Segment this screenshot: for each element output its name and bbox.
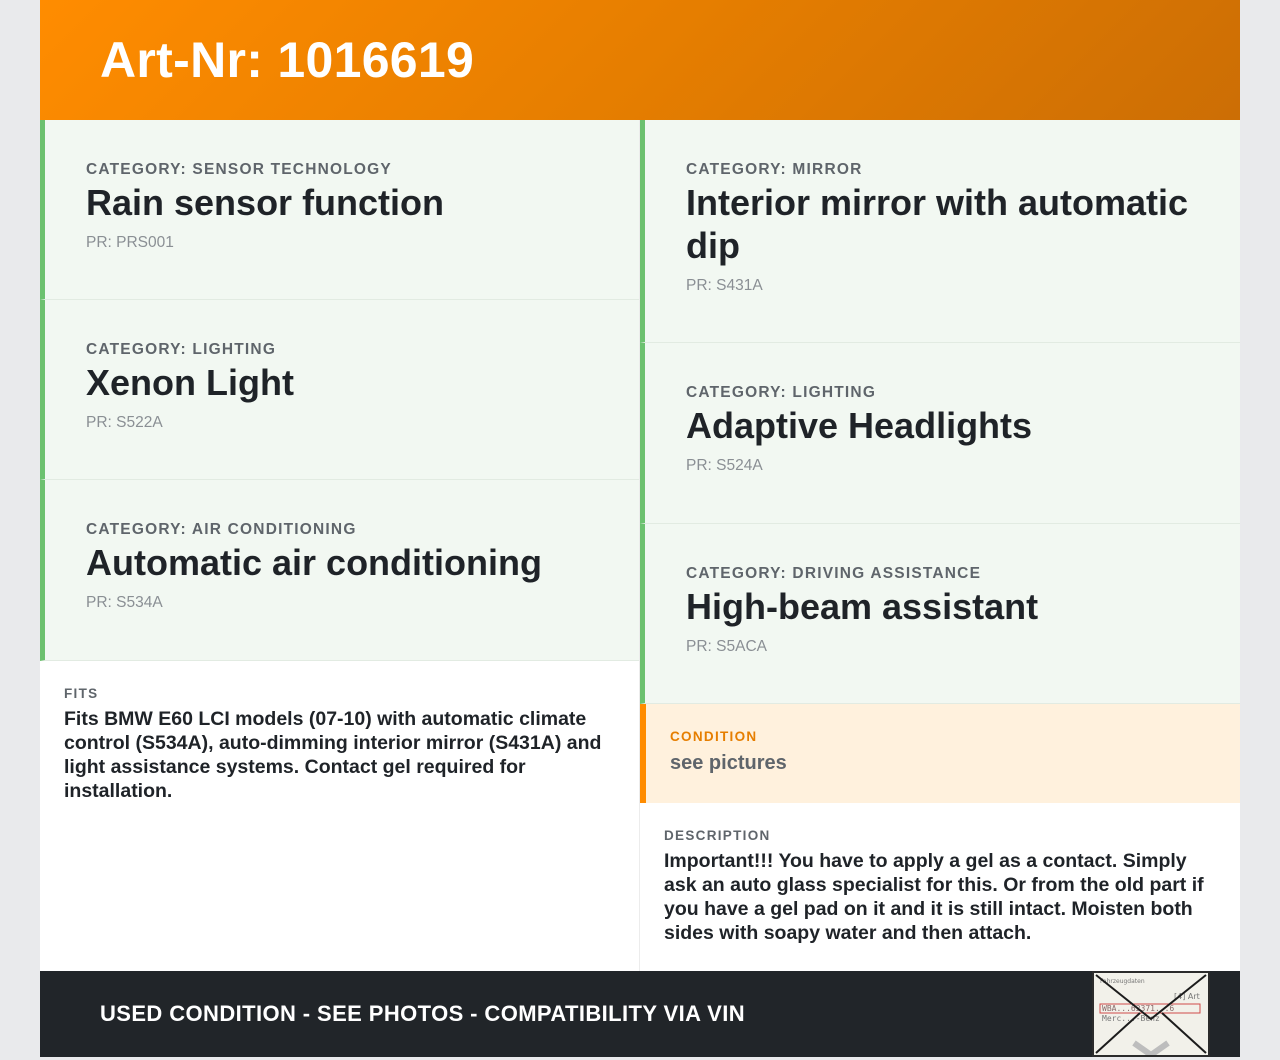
stamp-text-line: WBA...62371...6 — [1102, 1004, 1175, 1013]
feature-category: CATEGORY: MIRROR — [686, 161, 863, 178]
envelope-icon — [1094, 973, 1208, 1055]
condition-label: CONDITION — [670, 729, 758, 744]
feature-pr-code: PR: S522A — [86, 414, 163, 431]
feature-card — [40, 480, 639, 661]
feature-pr-code: PR: S431A — [686, 277, 763, 294]
description-section — [640, 803, 1240, 945]
footer-note: USED CONDITION - SEE PHOTOS - COMPATIBILITY VIA VIN — [100, 1001, 746, 1026]
footer-bar — [40, 971, 1240, 1057]
feature-name: Automatic air conditioning — [86, 542, 542, 583]
feature-pr-code: PR: S534A — [86, 594, 163, 611]
feature-card — [40, 300, 639, 480]
stamp-text-line: Merc...-Benz — [1102, 1014, 1160, 1023]
article-number-title: Art-Nr: 1016619 — [100, 32, 475, 88]
feature-card — [40, 120, 639, 300]
feature-pr-code: PR: S5ACA — [686, 638, 767, 655]
right-column — [640, 120, 1240, 971]
condition-box — [640, 704, 1240, 803]
feature-name: Rain sensor function — [86, 182, 445, 223]
feature-pr-code: PR: S524A — [686, 457, 763, 474]
feature-category: CATEGORY: AIR CONDITIONING — [86, 521, 357, 538]
feature-name: Xenon Light — [86, 362, 294, 403]
feature-category: CATEGORY: SENSOR TECHNOLOGY — [86, 161, 392, 178]
feature-name: Adaptive Headlights — [686, 405, 1033, 446]
description-label: DESCRIPTION — [664, 828, 771, 843]
feature-category: CATEGORY: LIGHTING — [686, 384, 877, 401]
stamp-text-line: [4] Art — [1174, 992, 1200, 1001]
feature-category: CATEGORY: DRIVING ASSISTANCE — [686, 565, 982, 582]
fits-text: Fits BMW E60 LCI models (07-10) with automatic climate control (S534A), auto-dimming interior mirror (S431A) and light assistance systems. Contact gel required for installation. — [64, 708, 602, 802]
vehicle-data-thumbnail — [1092, 971, 1210, 1057]
fits-section — [40, 661, 639, 803]
feature-card — [640, 524, 1240, 704]
feature-card — [640, 343, 1240, 524]
feature-grid — [40, 120, 1240, 971]
stamp-text-line: Fahrzeugdaten — [1100, 978, 1145, 985]
fits-label: FITS — [64, 686, 99, 701]
header-banner — [40, 0, 1240, 120]
feature-card — [640, 120, 1240, 343]
feature-name: Interior mirror with automatic dip — [686, 182, 1189, 266]
product-page — [40, 0, 1240, 1057]
feature-name: High-beam assistant — [686, 586, 1039, 627]
description-text: Important!!! You have to apply a gel as a contact. Simply ask an auto glass specialist for this. Or from the old part if you have a gel pad on it and it is still intact. Moisten both sides with soapy water and then attach. — [664, 850, 1204, 944]
left-column — [40, 120, 640, 971]
condition-value: see pictures — [670, 752, 787, 774]
feature-category: CATEGORY: LIGHTING — [86, 341, 277, 358]
feature-pr-code: PR: PRS001 — [86, 234, 174, 251]
